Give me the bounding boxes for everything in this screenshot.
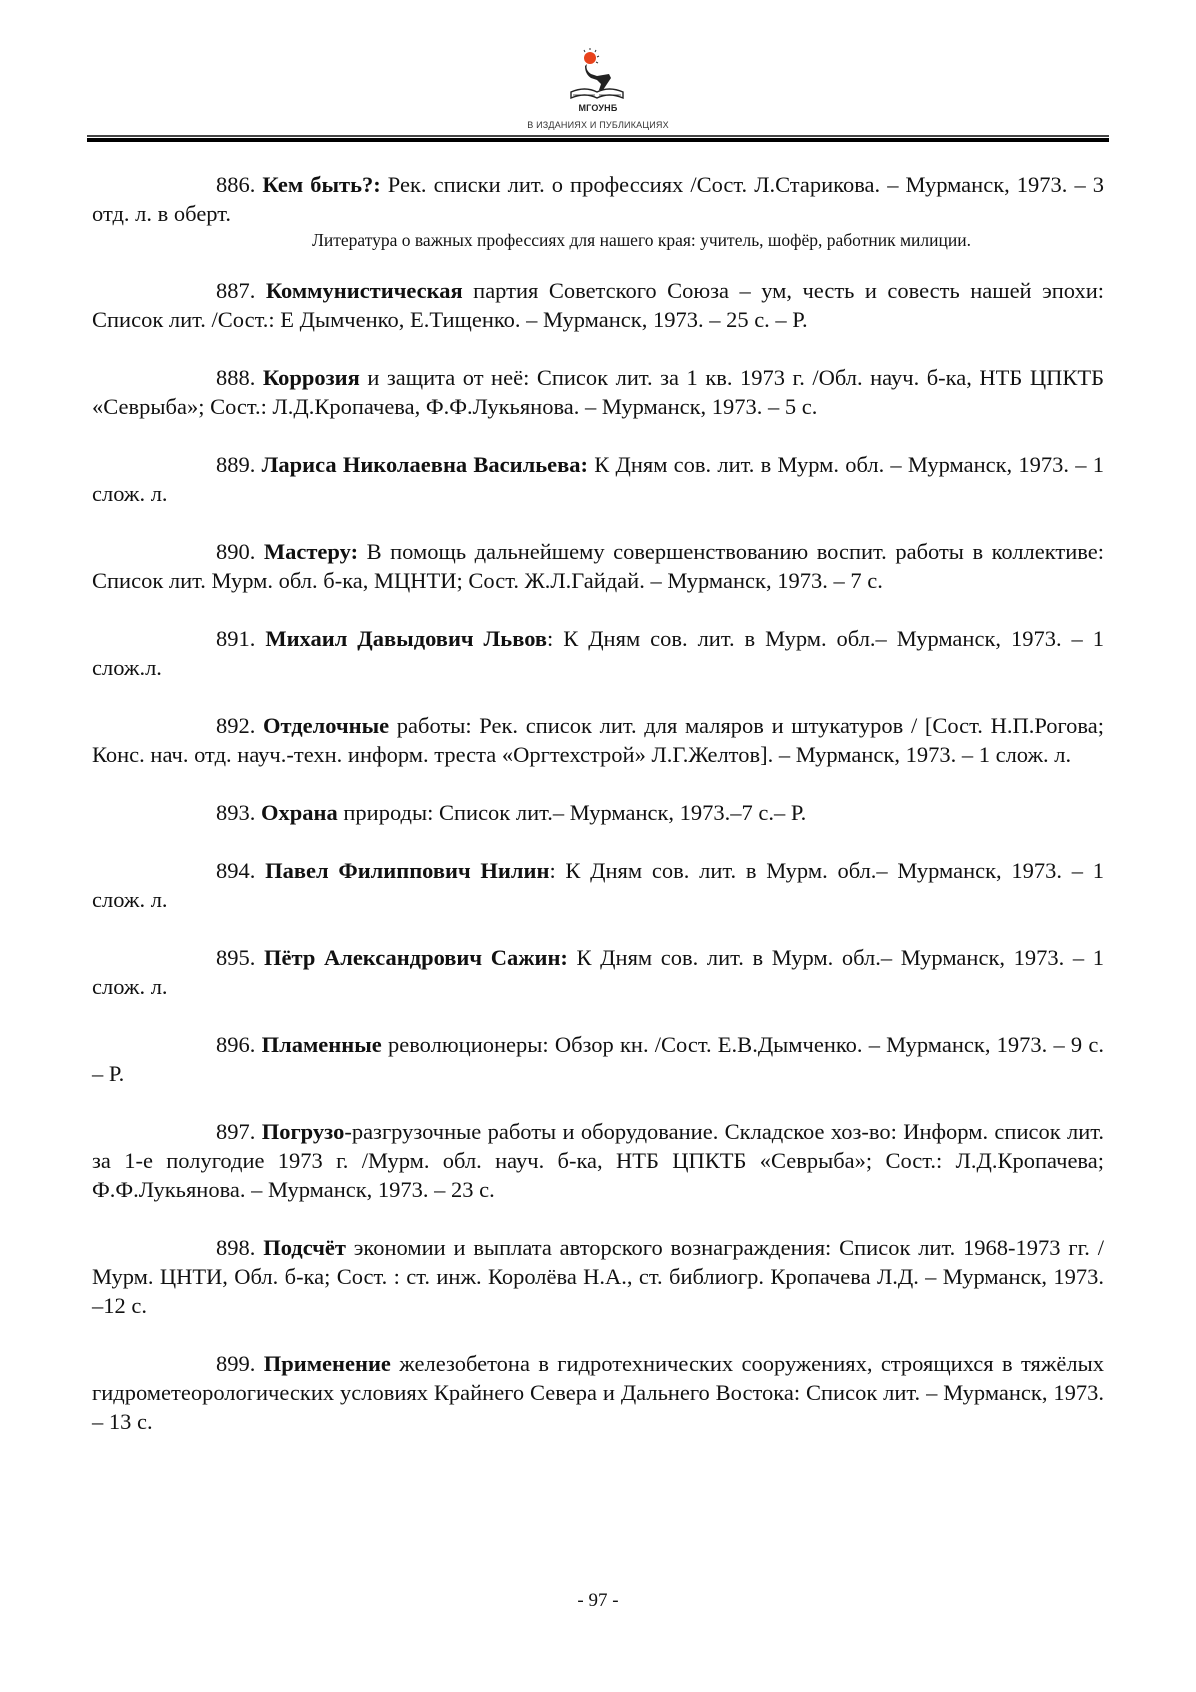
entry-number: 893. [216,800,256,825]
entry-text: К Дням сов. лит. в Мурм. обл. – Мурманск, 1973. – 1 слож. л. [92,452,1104,506]
bibliography-entry [92,1349,1104,1436]
entry-text: К Дням сов. лит. в Мурм. обл.– Мурманск, 1973. – 1 слож. л. [92,945,1104,999]
entry-title: Мастеру: [263,539,359,564]
entry-text: железобетона в гидротехнических сооружениях, строящихся в тяжёлых гидрометеорологических условиях Крайнего Севера и Дальнего Востока: Список лит. – Мурманск, 1973. – 13 с. [92,1351,1105,1434]
bibliography-entry [92,1030,1104,1088]
bibliography-list [92,170,1104,1465]
entry-text: : К Дням сов. лит. в Мурм. обл.– Мурманск, 1973. – 1 слож.л. [92,626,1104,680]
bibliography-entry [92,798,1104,827]
bibliography-entry [92,363,1104,421]
entry-number: 892. [216,713,256,738]
bibliography-entry [92,1117,1104,1204]
header-rule-thick [87,138,1109,142]
bibliography-entry [92,170,1104,252]
bibliography-entry [92,624,1104,682]
header-subtitle: В ИЗДАНИЯХ И ПУБЛИКАЦИЯХ [527,120,669,130]
header-rule-thin [87,135,1109,137]
entry-title: Коммунистическая [265,278,463,303]
entry-number: 894. [216,858,256,883]
entry-title: Погрузо [261,1119,345,1144]
entry-number: 888. [216,365,256,390]
entry-title: Михаил Давыдович Львов [265,626,548,651]
entry-number: 886. [216,172,256,197]
entry-number: 891. [216,626,256,651]
mgounb-logo-icon [557,44,637,104]
entry-text: : К Дням сов. лит. в Мурм. обл.– Мурманск, 1973. – 1 слож. л. [92,858,1105,912]
bibliography-entry [92,711,1104,769]
bibliography-entry [92,276,1104,334]
entry-title: Охрана [261,800,338,825]
entry-text: экономии и выплата авторского вознаграждения: Список лит. 1968-1973 гг. /Мурм. ЦНТИ, Обл. б-ка; Сост. : ст. инж. Королёва Н.А., ст. библиогр. Кропачева Л.Д. – Мурманск, 1973. –12 с. [92,1235,1104,1318]
bibliography-entry [92,1233,1104,1320]
entry-title: Кем быть?: [262,172,381,197]
entry-text: -разгрузочные работы и оборудование. Складское хоз-во: Информ. список лит. за 1-е полугодие 1973 г. /Мурм. обл. науч. б-ка, НТБ ЦПКТБ «Севрыба»; Сост.: Л.Д.Кропачева; Ф.Ф.Лукьянова. – Мурманск, 1973. – 23 с. [92,1119,1105,1202]
entry-title: Лариса Николаевна Васильева: [261,452,588,477]
entry-number: 896. [216,1032,256,1057]
entry-number: 890. [216,539,256,564]
page-number: - 97 - [577,1590,619,1611]
entry-text: революционеры: Обзор кн. /Сост. Е.В.Дымченко. – Мурманск, 1973. – 9 с. – Р. [92,1032,1104,1086]
bibliography-entry [92,943,1104,1001]
page-header [0,0,1196,150]
entry-text: Рек. списки лит. о профессиях /Сост. Л.Старикова. – Мурманск, 1973. – 3 отд. л. в оберт. [92,172,1104,226]
entry-number: 889. [216,452,256,477]
entry-title: Отделочные [263,713,390,738]
bibliography-entry [92,537,1104,595]
entry-text: партия Советского Союза – ум, честь и совесть нашей эпохи: Список лит. /Сост.: Е Дымченко, Е.Тищенко. – Мурманск, 1973. – 25 с. – Р. [92,278,1104,332]
org-name: МГОУНБ [578,103,618,113]
entry-number: 898. [216,1235,256,1260]
entry-text: и защита от неё: Список лит. за 1 кв. 1973 г. /Обл. науч. б-ка, НТБ ЦПКТБ «Севрыба»; Сост.: Л.Д.Кропачева, Ф.Ф.Лукьянова. – Мурманск, 1973. – 5 с. [92,365,1105,419]
entry-title: Применение [263,1351,391,1376]
entry-title: Коррозия [262,365,360,390]
entry-text: природы: Список лит.– Мурманск, 1973.–7 с.– Р. [337,800,807,825]
entry-text: В помощь дальнейшему совершенствованию воспит. работы в коллективе: Список лит. Мурм. обл. б-ка, МЦНТИ; Сост. Ж.Л.Гайдай. – Мурманск, 1973. – 7 с. [92,539,1105,593]
bibliography-entry [92,450,1104,508]
entry-title: Пётр Александрович Сажин: [264,945,568,970]
entry-title: Пламенные [261,1032,382,1057]
entry-annotation: Литература о важных профессиях для нашего края: учитель, шофёр, работник милиции. [312,230,971,250]
entry-text: работы: Рек. список лит. для маляров и штукатуров / [Сост. Н.П.Рогова; Конс. нач. отд. науч.-техн. информ. треста «Оргтехстрой» Л.Г.Желтов]. – Мурманск, 1973. – 1 слож. л. [92,713,1105,767]
entry-number: 895. [216,945,256,970]
entry-title: Подсчёт [263,1235,346,1260]
entry-number: 897. [216,1119,256,1144]
entry-number: 899. [216,1351,256,1376]
entry-number: 887. [216,278,256,303]
bibliography-entry [92,856,1104,914]
entry-title: Павел Филиппович Нилин [265,858,550,883]
